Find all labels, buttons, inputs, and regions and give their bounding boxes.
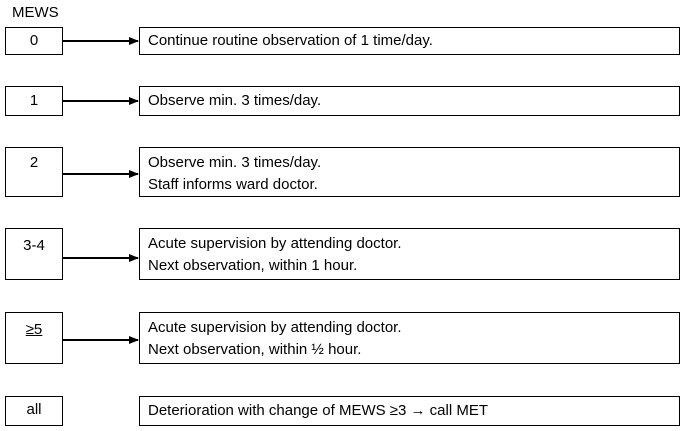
action-text: Next observation, within 1 hour. — [148, 257, 358, 274]
mews-score-box-3-4 — [5, 228, 63, 280]
action-text: Staff informs ward doctor. — [148, 176, 318, 193]
action-box-2 — [139, 147, 680, 197]
mews-score-label: ≥5 — [25, 321, 43, 338]
action-box-5-plus — [139, 312, 680, 364]
mews-score-label: 0 — [29, 32, 39, 49]
action-text: Acute supervision by attending doctor. — [148, 319, 402, 336]
mews-score-label: all — [26, 401, 42, 418]
action-text: Acute supervision by attending doctor. — [148, 235, 402, 252]
action-text: Deterioration with change of MEWS ≥3 → call MET — [148, 402, 489, 419]
action-text: Next observation, within ½ hour. — [148, 341, 362, 358]
action-text: Continue routine observation of 1 time/day. — [148, 32, 433, 49]
mews-score-box-5-plus — [5, 312, 63, 364]
mews-score-label: 3-4 — [23, 237, 45, 254]
mews-score-box-0 — [5, 27, 63, 55]
mews-score-box-all — [5, 396, 63, 426]
action-box-1 — [139, 86, 680, 116]
mews-score-label: 2 — [29, 154, 39, 171]
mews-score-box-2 — [5, 147, 63, 197]
mews-header: MEWS — [12, 4, 59, 21]
action-box-all — [139, 396, 680, 426]
action-box-3-4 — [139, 228, 680, 280]
action-box-0 — [139, 27, 680, 55]
mews-score-box-1 — [5, 86, 63, 116]
action-text: Observe min. 3 times/day. — [148, 154, 322, 171]
action-text: Observe min. 3 times/day. — [148, 92, 322, 109]
mews-score-label: 1 — [29, 92, 39, 109]
